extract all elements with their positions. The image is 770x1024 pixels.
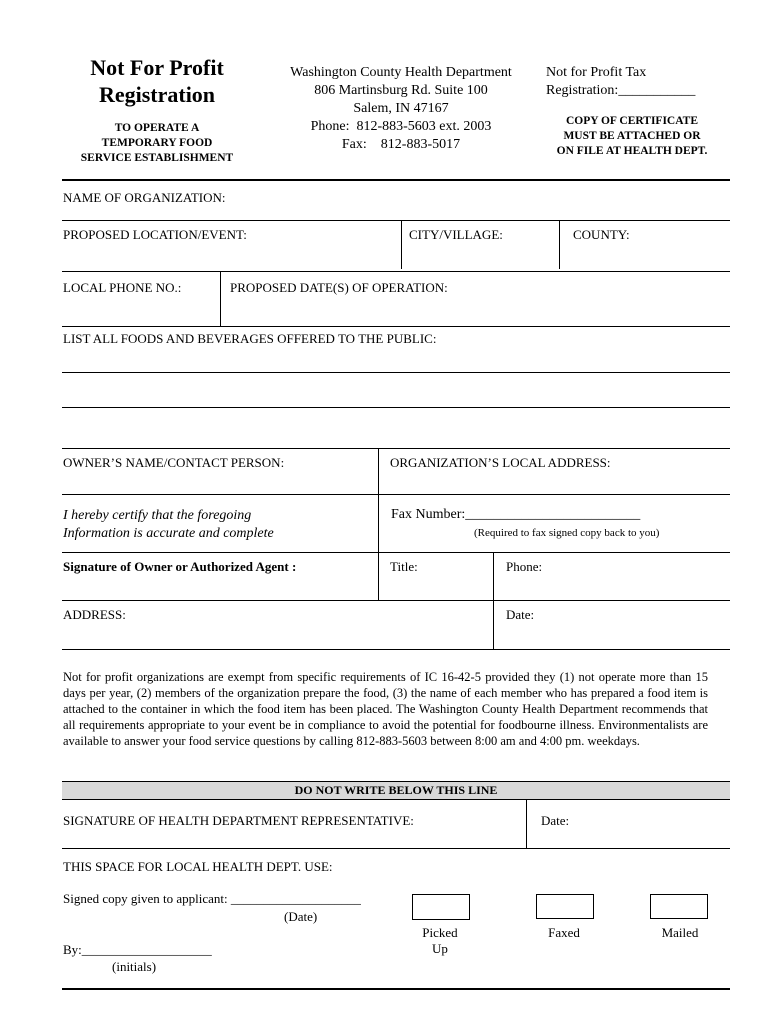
row-divider [62, 326, 730, 327]
form-subtitle [62, 121, 252, 166]
row-divider [62, 494, 730, 495]
org-name-label: NAME OF ORGANIZATION: [63, 190, 226, 205]
foods-writing-line [62, 407, 730, 408]
department-fax: Fax: 812-883-5017 [341, 137, 461, 152]
column-divider [559, 221, 560, 269]
rep-date-label: Date: [541, 813, 570, 828]
row-divider [62, 848, 730, 849]
row-divider [62, 271, 730, 272]
picked-up-line2: Up [432, 941, 448, 956]
fax-number-field[interactable]: Fax Number:_________________________ [391, 507, 641, 522]
form-title-line2: Registration [98, 82, 216, 107]
department-city: Salem, IN 47167 [353, 101, 449, 116]
column-divider [493, 553, 494, 649]
mailed-label: Mailed [661, 925, 699, 940]
row-divider [62, 552, 730, 553]
county-label: COUNTY: [573, 227, 630, 242]
column-divider [220, 272, 221, 326]
row-divider [62, 600, 730, 601]
column-divider [526, 799, 527, 848]
signature-label: Signature of Owner or Authorized Agent : [63, 559, 297, 574]
location-label: PROPOSED LOCATION/EVENT: [63, 227, 247, 242]
certificate-notice-line3: ON FILE AT HEALTH DEPT. [556, 145, 708, 157]
header-divider [62, 179, 730, 181]
date-caption: (Date) [284, 909, 318, 924]
certification-statement [63, 507, 274, 543]
tax-registration-line1: Not for Profit Tax [546, 65, 647, 80]
department-street: 806 Martinsburg Rd. Suite 100 [314, 83, 488, 98]
column-divider [378, 449, 379, 601]
rep-signature-label: SIGNATURE OF HEALTH DEPARTMENT REPRESENTATIVE: [63, 813, 414, 828]
fax-number-note: (Required to fax signed copy back to you) [474, 527, 660, 539]
department-phone: Phone: 812-883-5603 ext. 2003 [310, 119, 492, 134]
certification-line1: I hereby certify that the foregoing [63, 508, 252, 523]
department-address-block [272, 64, 530, 154]
certification-line2: Information is accurate and complete [63, 526, 274, 541]
faxed-label: Faxed [548, 925, 580, 940]
local-use-label: THIS SPACE FOR LOCAL HEALTH DEPT. USE: [63, 859, 333, 874]
office-use-banner: DO NOT WRITE BELOW THIS LINE [62, 781, 730, 800]
subtitle-line2: TEMPORARY FOOD [101, 137, 213, 149]
signed-copy-line: Signed copy given to applicant: ____________________ [63, 891, 361, 906]
picked-up-line1: Picked [422, 925, 458, 940]
owner-label: OWNER’S NAME/CONTACT PERSON: [63, 455, 285, 470]
row-divider [62, 448, 730, 449]
tax-registration-line2: Registration:___________ [546, 83, 696, 98]
footer-divider [62, 988, 730, 990]
title-label: Title: [390, 559, 418, 574]
certificate-notice-line1: COPY OF CERTIFICATE [565, 115, 699, 127]
exemption-notice: Not for profit organizations are exempt from specific requirements of IC 16-42-5 provided they (1) not operate more than 15 days per year, (2) members of the organization prepare the food, (3) the name of each member who has prepared a food item is attached to the container in which the food item has been placed. The Washington County Health Department recommends that all requirements appropriate to your event be in compliance to avoid the potential for foodbourne illness. Environmentalists are available to answer your food service questions by calling 812-883-5603 between 8:00 am and 4:00 pm. weekdays. [63, 670, 708, 748]
row-divider [62, 220, 730, 221]
foods-label: LIST ALL FOODS AND BEVERAGES OFFERED TO THE PUBLIC: [63, 331, 437, 346]
picked-up-checkbox[interactable] [412, 894, 470, 920]
subtitle-line1: TO OPERATE A [114, 122, 200, 134]
form-title [62, 54, 252, 108]
picked-up-label [400, 925, 480, 957]
row-divider [62, 649, 730, 650]
phone-label: LOCAL PHONE NO.: [63, 280, 182, 295]
initials-caption: (initials) [112, 959, 157, 974]
org-address-label: ORGANIZATION’S LOCAL ADDRESS: [390, 455, 611, 470]
form-title-line1: Not For Profit [90, 55, 224, 80]
faxed-checkbox[interactable] [536, 894, 594, 919]
foods-writing-line [62, 372, 730, 373]
signature-phone-label: Phone: [506, 559, 543, 574]
dates-label: PROPOSED DATE(S) OF OPERATION: [230, 280, 448, 295]
certificate-notice [540, 114, 724, 159]
subtitle-line3: SERVICE ESTABLISHMENT [80, 152, 234, 164]
initials-line: By:____________________ [63, 942, 212, 957]
address-label: ADDRESS: [63, 607, 126, 622]
column-divider [401, 221, 402, 269]
mailed-checkbox[interactable] [650, 894, 708, 919]
tax-registration [546, 64, 695, 100]
certificate-notice-line2: MUST BE ATTACHED OR [563, 130, 701, 142]
date-label: Date: [506, 607, 535, 622]
department-name: Washington County Health Department [290, 65, 512, 80]
city-label: CITY/VILLAGE: [409, 227, 503, 242]
